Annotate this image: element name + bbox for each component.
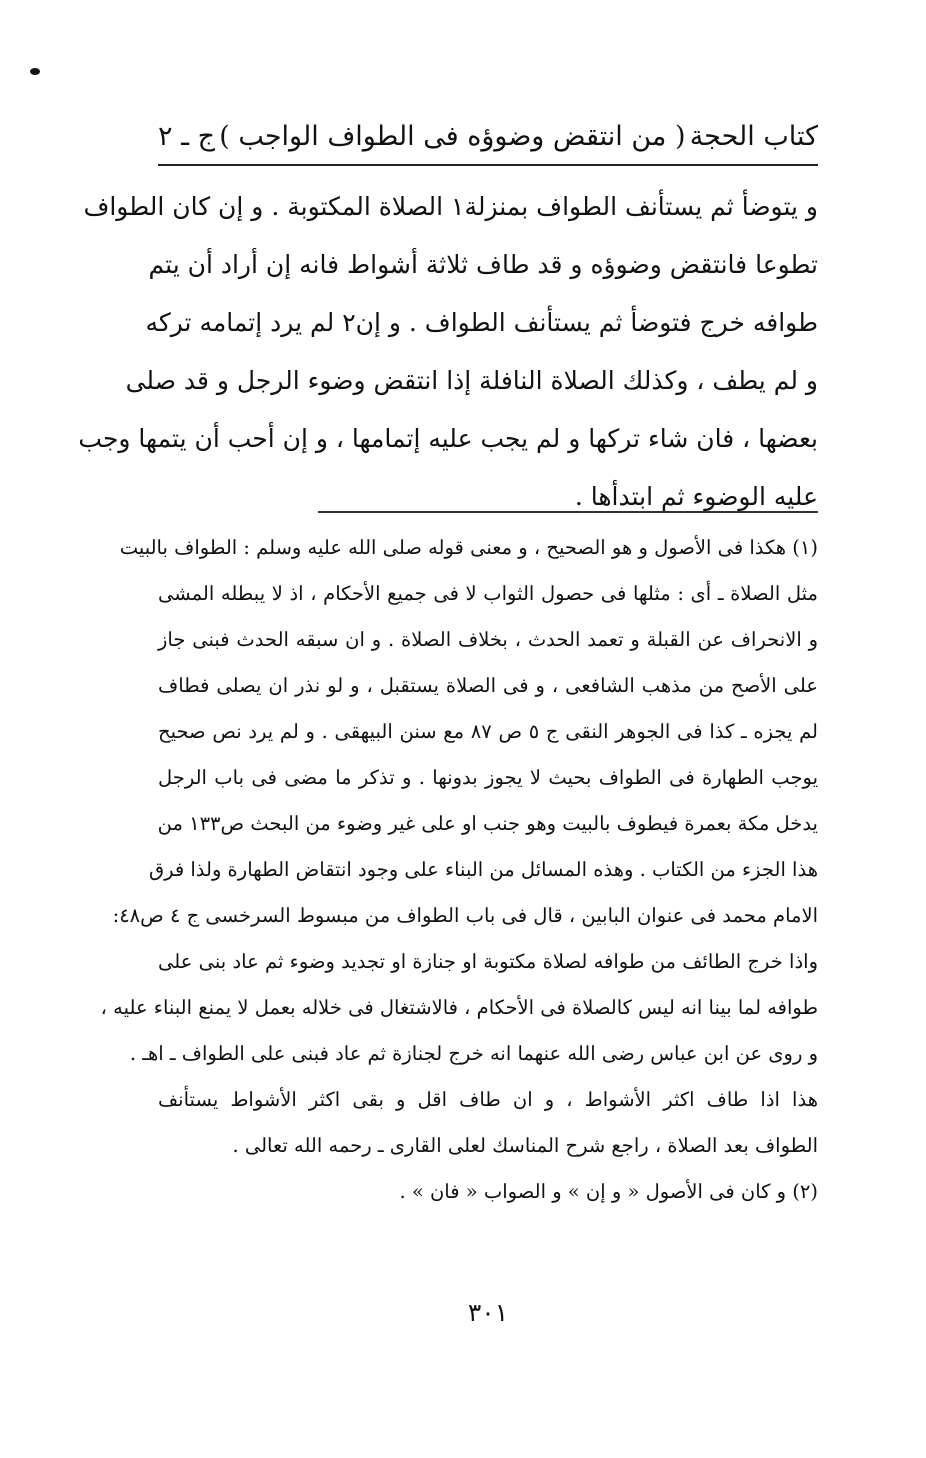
- footnote-line: على الأصح من مذهب الشافعى ، و فى الصلاة يستقبل ، و لو نذر ان يصلى فطاف: [158, 674, 818, 697]
- footnote-line: يدخل مكة بعمرة فيطوف بالبيت وهو جنب او على غير وضوء من البحث ص١٣٣ من: [157, 812, 818, 835]
- footnote-line: طوافه لما بينا انه ليس كالصلاة فى الأحكام ، فالاشتغال فى خلاله بعمل لا يمنع البناء عليه ،: [100, 996, 818, 1019]
- main-text-line: بعضها ، فان شاء تركها و لم يجب عليه إتمامها ، و إن أحب أن يتمها وجب: [78, 424, 818, 453]
- page-number: ٣٠١: [467, 1298, 509, 1327]
- header-volume: ج ـ ٢: [158, 120, 216, 152]
- footnote-line: الطواف بعد الصلاة ، راجع شرح المناسك لعلى القارى ـ رحمه الله تعالى .: [232, 1134, 818, 1157]
- main-text-block: [78, 178, 818, 526]
- footnote-line: و روى عن ابن عباس رضى الله عنهما انه خرج لجنازة ثم عاد فبنى على الطواف ـ اهـ .: [129, 1042, 818, 1065]
- footnote-line: و الانحراف عن القبلة و تعمد الحدث ، بخلاف الصلاة . و ان سبقه الحدث فبنى جاز: [158, 628, 818, 651]
- main-text-line: و يتوضأ ثم يستأنف الطواف بمنزلة١ الصلاة المكتوبة . و إن كان الطواف: [83, 192, 818, 221]
- footnote-line: (٢) و كان فى الأصول « و إن » و الصواب « فان » .: [399, 1180, 818, 1203]
- main-text-line: و لم يطف ، وكذلك الصلاة النافلة إذا انتقض وضوء الرجل و قد صلى: [125, 366, 818, 395]
- footnote-line: (١) هكذا فى الأصول و هو الصحيح ، و معنى قوله صلى الله عليه وسلم : الطواف بالبيت: [119, 536, 818, 559]
- margin-ink-mark: [30, 68, 40, 75]
- footnote-line: هذا الجزء من الكتاب . وهذه المسائل من البناء على وجود انتقاض الطهارة ولذا فرق: [148, 858, 818, 881]
- footnote-line: لم يجزه ـ كذا فى الجوهر النقى ج ٥ ص ٨٧ مع سنن البيهقى . و لم يرد نص صحيح: [158, 720, 818, 743]
- footnote-line: هذا اذا طاف اكثر الأشواط ، و ان طاف اقل و بقى اكثر الأشواط يستأنف: [158, 1088, 818, 1111]
- footnote-line: واذا خرج الطائف من طوافه لصلاة مكتوبة او جنازة او تجديد وضوء ثم عاد بنى على: [158, 950, 818, 973]
- main-text-line: عليه الوضوء ثم ابتدأها .: [574, 482, 818, 511]
- footnotes-block: [100, 525, 818, 1215]
- header-chapter-title: ( من انتقض وضوؤه فى الطواف الواجب ): [219, 120, 686, 152]
- footnote-divider: [318, 511, 818, 513]
- running-header: [158, 112, 818, 160]
- main-text-line: طوافه خرج فتوضأ ثم يستأنف الطواف . و إن٢ لم يرد إتمامه تركه: [145, 308, 818, 337]
- main-text-line: تطوعا فانتقض وضوؤه و قد طاف ثلاثة أشواط فانه إن أراد أن يتم: [148, 250, 818, 279]
- footnote-line: يوجب الطهارة فى الطواف بحيث لا يجوز بدونها . و تذكر ما مضى فى باب الرجل: [158, 766, 818, 789]
- header-divider: [158, 164, 818, 166]
- header-book-title: كتاب الحجة: [689, 120, 818, 152]
- footnote-line: مثل الصلاة ـ أى : مثلها فى حصول الثواب لا فى جميع الأحكام ، اذ لا يبطله المشى: [158, 582, 818, 605]
- footnote-line: الامام محمد فى عنوان البابين ، قال فى باب الطواف من مبسوط السرخسى ج ٤ ص٤٨:: [112, 904, 818, 927]
